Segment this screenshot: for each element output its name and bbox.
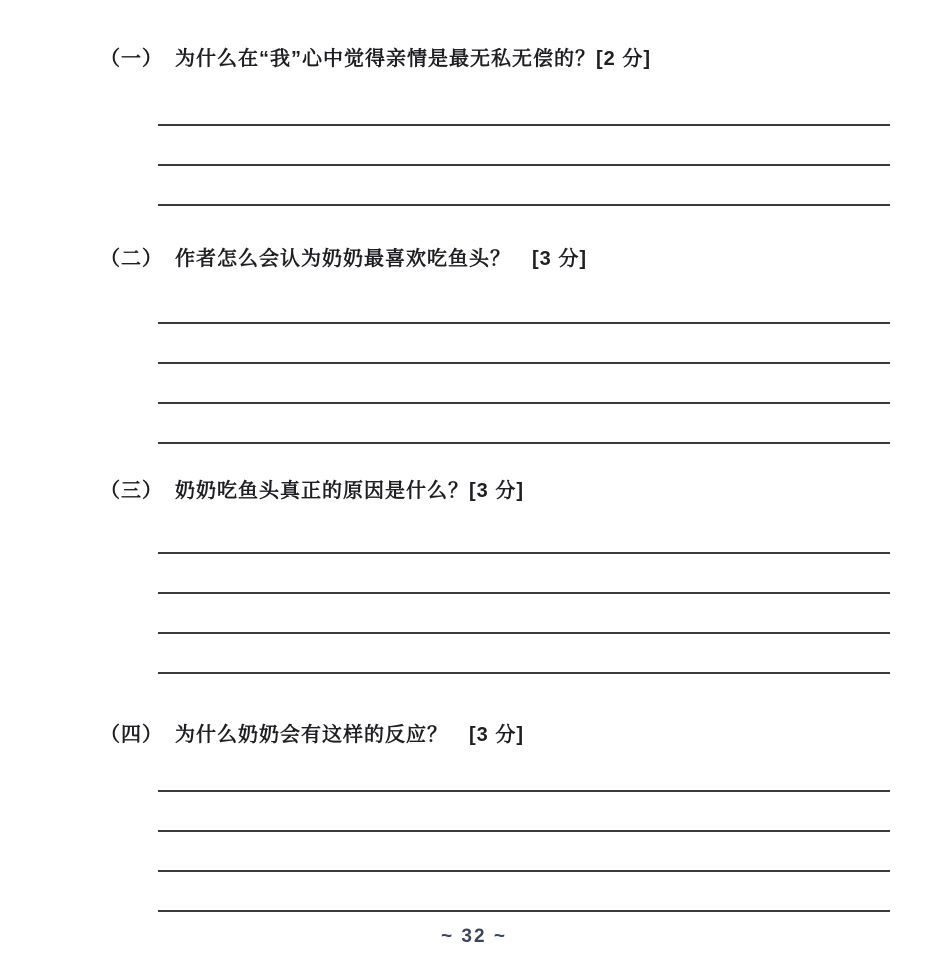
answer-line: [158, 166, 890, 206]
question-text: 奶奶吃鱼头真正的原因是什么？[3 分]: [175, 480, 524, 502]
page-number: ~ 32 ~: [441, 926, 507, 947]
answer-line: [158, 792, 890, 832]
answer-line: [158, 324, 890, 364]
question-text: 为什么在“我”心中觉得亲情是最无私无偿的？[2 分]: [175, 48, 651, 70]
answer-line: [158, 404, 890, 444]
question-number-label: （三）: [100, 480, 163, 502]
question-section-2: [0, 246, 948, 444]
question-header: [100, 46, 948, 72]
question-text: 为什么奶奶会有这样的反应？ [3 分]: [175, 724, 524, 746]
question-number-label: （四）: [100, 724, 163, 746]
answer-line: [158, 126, 890, 166]
question-header: [100, 722, 948, 748]
question-header: [100, 478, 948, 504]
answer-lines-group: [158, 748, 890, 912]
answer-lines-group: [158, 272, 890, 444]
question-number-label: （一）: [100, 48, 163, 70]
answer-line: [158, 554, 890, 594]
answer-line: [158, 634, 890, 674]
question-section-4: [0, 722, 948, 912]
question-header: [100, 246, 948, 272]
answer-line: [158, 364, 890, 404]
answer-line: [158, 752, 890, 792]
answer-lines-group: [158, 504, 890, 674]
answer-line: [158, 832, 890, 872]
question-text: 作者怎么会认为奶奶最喜欢吃鱼头？ [3 分]: [175, 248, 587, 270]
answer-line: [158, 284, 890, 324]
answer-lines-group: [158, 72, 890, 206]
question-number-label: （二）: [100, 248, 163, 270]
answer-line: [158, 594, 890, 634]
answer-line: [158, 86, 890, 126]
question-section-1: [0, 46, 948, 206]
answer-line: [158, 872, 890, 912]
question-section-3: [0, 478, 948, 674]
answer-line: [158, 514, 890, 554]
